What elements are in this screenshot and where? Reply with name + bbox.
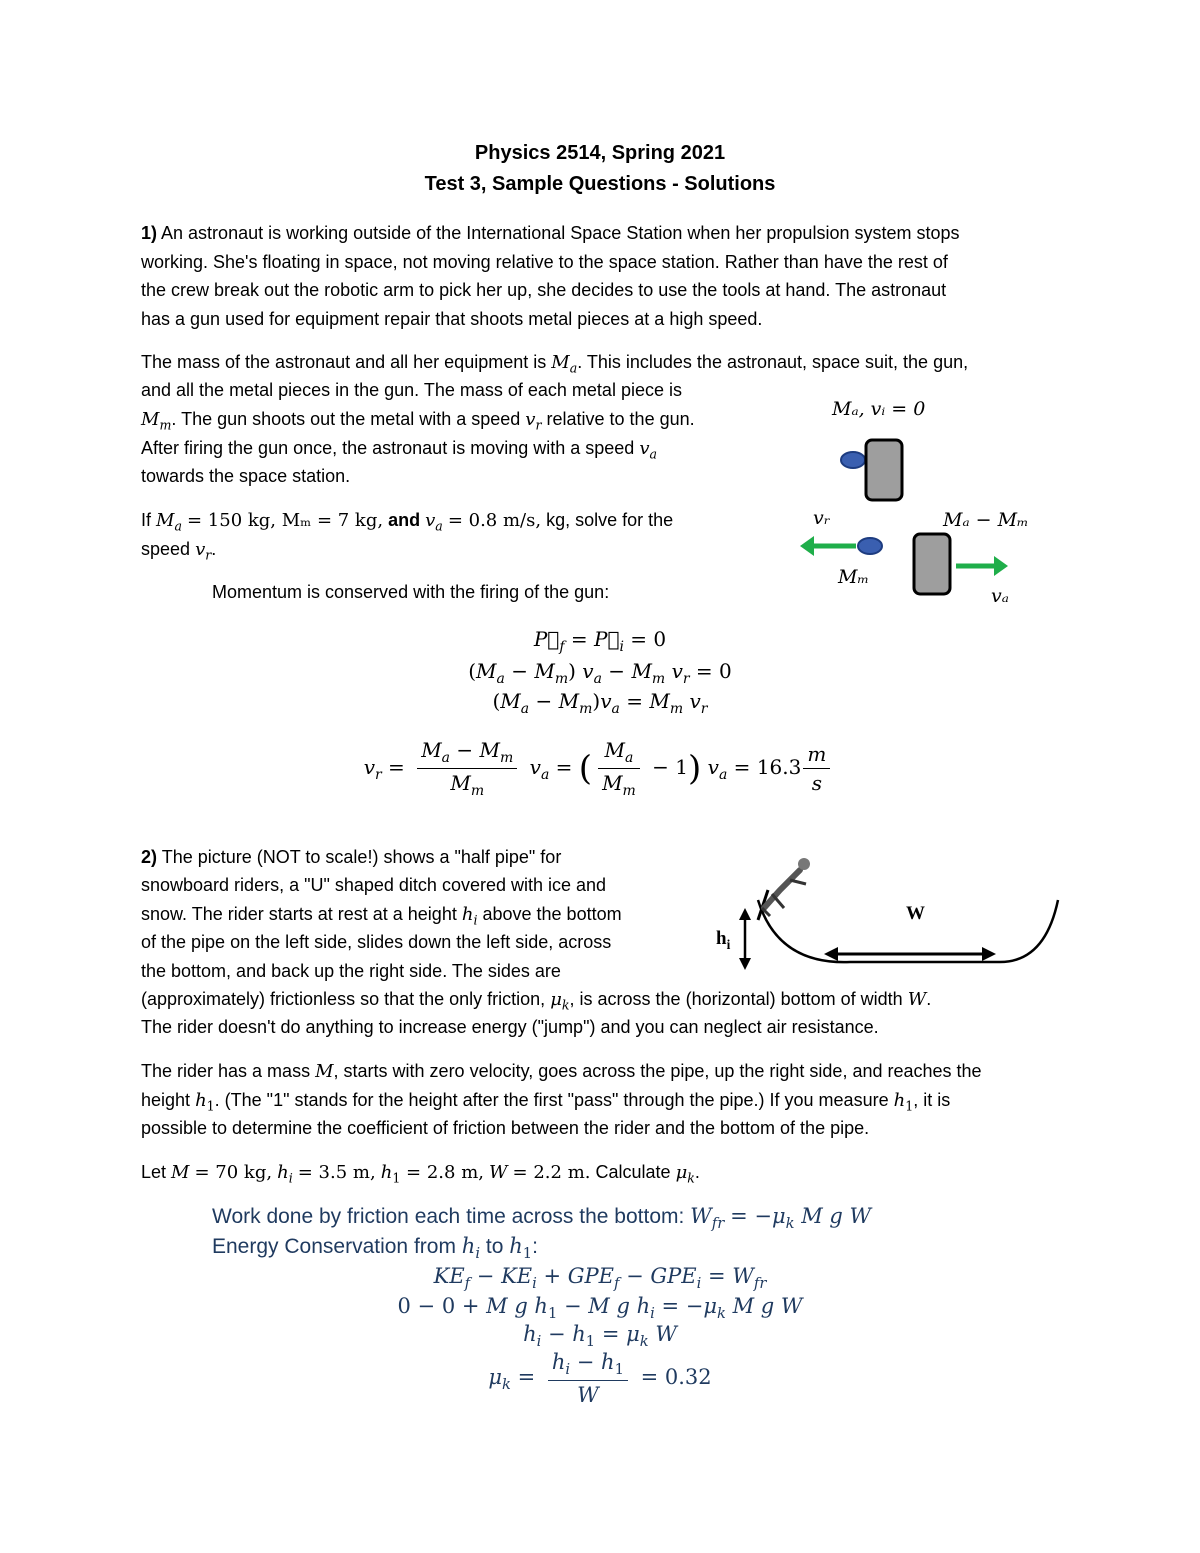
q2-sol-work: Work done by friction each time across the bottom: $W_{fr} = -\mu_k$ M g W <box>212 1204 872 1233</box>
page-title: Physics 2514, Spring 2021 <box>474 142 726 164</box>
q2-given: Let M = 70 kg, $h_i = 3.5$ m, $h_1 = 2.8$ m, W = 2.2 m. Calculate $\mu_k$. <box>141 1162 700 1186</box>
q1-result-value: 16.3 <box>756 755 802 779</box>
q2-label-w: W <box>906 903 925 924</box>
q1-intro-line-2: working. She's floating in space, not moving relative to the space station. Rather than have the rest of <box>141 252 948 272</box>
q2-eq-solution: $\mu_k$ = $\frac{h_i - h_1}{W}$ = 0.32 <box>488 1350 712 1408</box>
q2-line-2: snowboard riders, a "U" shaped ditch covered with ice and <box>141 875 607 895</box>
q2-para2-line-3: possible to determine the coefficient of friction between the rider and the bottom of the pipe. <box>141 1118 870 1138</box>
va-arrow <box>956 556 1008 576</box>
q2-label-hi: $h_i$ <box>716 928 731 952</box>
q1-eq-momentum-2: $(M_a - M_m)v_a = M_m$ $v_r$ <box>492 689 708 717</box>
q1-intro-line-3: the crew break out the robotic arm to pick her up, she decides to use the tools at hand. The astronaut <box>141 280 947 300</box>
page-subtitle: Test 3, Sample Questions - Solutions <box>424 173 776 195</box>
q1-label-va: vₐ <box>991 585 1009 607</box>
q1-para2-line-1: The mass of the astronaut and all her equipment is $M_a$. This includes the astronaut, space suit, the gun, <box>141 352 969 376</box>
q1-intro-text-1: An astronaut is working outside of the International Space Station when her propulsion system stops <box>161 223 960 243</box>
q2-para2-line-1: The rider has a mass M, starts with zero velocity, goes across the pipe, up the right side, and reaches the <box>141 1061 982 1082</box>
q2-line-4: of the pipe on the left side, slides down the left side, across <box>141 932 612 952</box>
q2-sol-energy: Energy Conservation from $h_i$ to $h_1$: <box>212 1234 538 1263</box>
q2-line-5: the bottom, and back up the right side. The sides are <box>141 961 561 981</box>
q1-intro-line-4: has a gun used for equipment repair that shoots metal pieces at a high speed. <box>141 309 763 329</box>
q1-label-ma-mm: Mₐ − Mₘ <box>943 509 1029 531</box>
q1-para2-line-4: After firing the gun once, the astronaut is moving with a speed $v_a$ <box>141 438 657 462</box>
q1-number: 1) <box>141 223 158 243</box>
q2-line-1: 2) The picture (NOT to scale!) shows a "half pipe" for <box>141 847 562 867</box>
q1-intro-line-1 <box>141 219 960 248</box>
q2-line-7: The rider doesn't do anything to increase energy ("jump") and you can neglect air resistance. <box>141 1017 879 1037</box>
q1-eq-solution: $v_r$ = $\frac{M_a - M_m}{M_m}$ $v_a$ = ( $\frac{M_a}{M_m}$ − 1) $v_a = 16.3$ $\frac{m}{s}$ <box>0 738 1200 799</box>
q1-given-line-2: speed $v_r$. <box>141 539 217 563</box>
q2-line-3: snow. The rider starts at rest at a height $h_i$ above the bottom <box>141 904 622 928</box>
q1-para2-line-5: towards the space station. <box>141 466 351 486</box>
q1-para2-line-2: and all the metal pieces in the gun. The mass of each metal piece is <box>141 380 682 400</box>
q1-eq-momentum-1: $(M_a - M_m) v_a - M_m$ $v_r = 0$ <box>468 659 732 687</box>
q2-result-value: 0.32 <box>664 1365 712 1390</box>
q2-eq-energy-3: $h_i - h_1 = \mu_k$ W <box>523 1322 677 1351</box>
q1-label-vr: vᵣ <box>813 507 831 529</box>
astronaut-after <box>858 534 950 594</box>
q2-line-6: (approximately) frictionless so that the only friction, $\mu_k$, is across the (horizontal) bottom of width W. <box>141 989 932 1013</box>
q2-para2-line-2: height $h_1$. (The "1" stands for the height after the first "pass" through the pipe.) If you measure $h_1$, it is <box>141 1090 951 1114</box>
q1-label-initial: Mₐ, vᵢ = 0 <box>832 398 926 420</box>
width-arrow <box>824 947 996 961</box>
vr-arrow <box>800 536 856 556</box>
height-arrow <box>739 908 751 970</box>
q2-eq-energy-1: $KE_f - KE_i + GPE_f - GPE_i = W_{fr}$ <box>433 1264 767 1293</box>
q2-eq-energy-2: 0 − 0 + M g $h_1 - M$ g $h_i = -\mu_k$ M g W <box>397 1294 803 1323</box>
q2-number: 2) <box>141 847 158 867</box>
snowboard-rider <box>758 858 810 920</box>
astronaut-before <box>841 440 902 500</box>
q1-para2-line-3: $M_m$. The gun shoots out the metal with a speed $v_r$ relative to the gun. <box>141 409 695 433</box>
q1-eq-momentum-vector: $P⃗_f$ = $P⃗_i = 0$ <box>533 627 667 655</box>
q2-halfpipe-figure <box>700 850 1070 980</box>
q1-momentum-text: Momentum is conserved with the firing of the gun: <box>212 582 610 602</box>
q1-label-mm: Mₘ <box>838 566 870 588</box>
q1-given-line-1: If $M_a = 150$ kg, Mₘ = 7 kg, and $v_a = 0.8$ m/s, kg, solve for the <box>141 510 674 534</box>
